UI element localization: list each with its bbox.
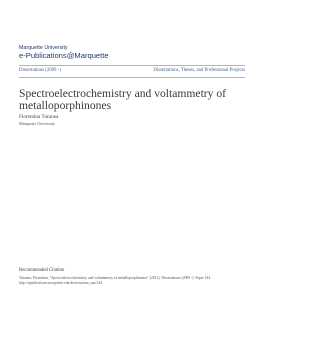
repository-name-link[interactable]: e-Publications@Marquette xyxy=(19,51,109,60)
citation-text: Tutunea, Florentina, "Spectroelectrochemistry and voltammetry of metalloporphinones" (2011). Dissertations (2009 -). Paper 144. xyxy=(19,276,212,280)
recommended-citation xyxy=(19,268,247,285)
document-title: Spectroelectrochemistry and voltammetry of metalloporphinones xyxy=(19,87,227,112)
breadcrumb-parent-link[interactable]: Dissertations, Theses, and Professional Projects xyxy=(153,68,245,73)
breadcrumb-top-divider xyxy=(19,65,245,66)
citation-heading: Recommended Citation xyxy=(19,268,65,273)
institution-header xyxy=(19,45,109,60)
breadcrumb xyxy=(19,68,245,76)
breadcrumb-collection-link[interactable]: Dissertations (2009 -) xyxy=(19,68,61,73)
citation-url-link[interactable]: http://epublications.marquette.edu/dissertations_mu/144 xyxy=(19,280,102,285)
author-name-link[interactable]: Florentina Tutunea xyxy=(19,114,59,120)
institution-name-link[interactable]: Marquette University xyxy=(19,45,68,51)
author-affiliation: Marquette University xyxy=(19,121,55,126)
breadcrumb-bottom-divider xyxy=(19,77,245,78)
